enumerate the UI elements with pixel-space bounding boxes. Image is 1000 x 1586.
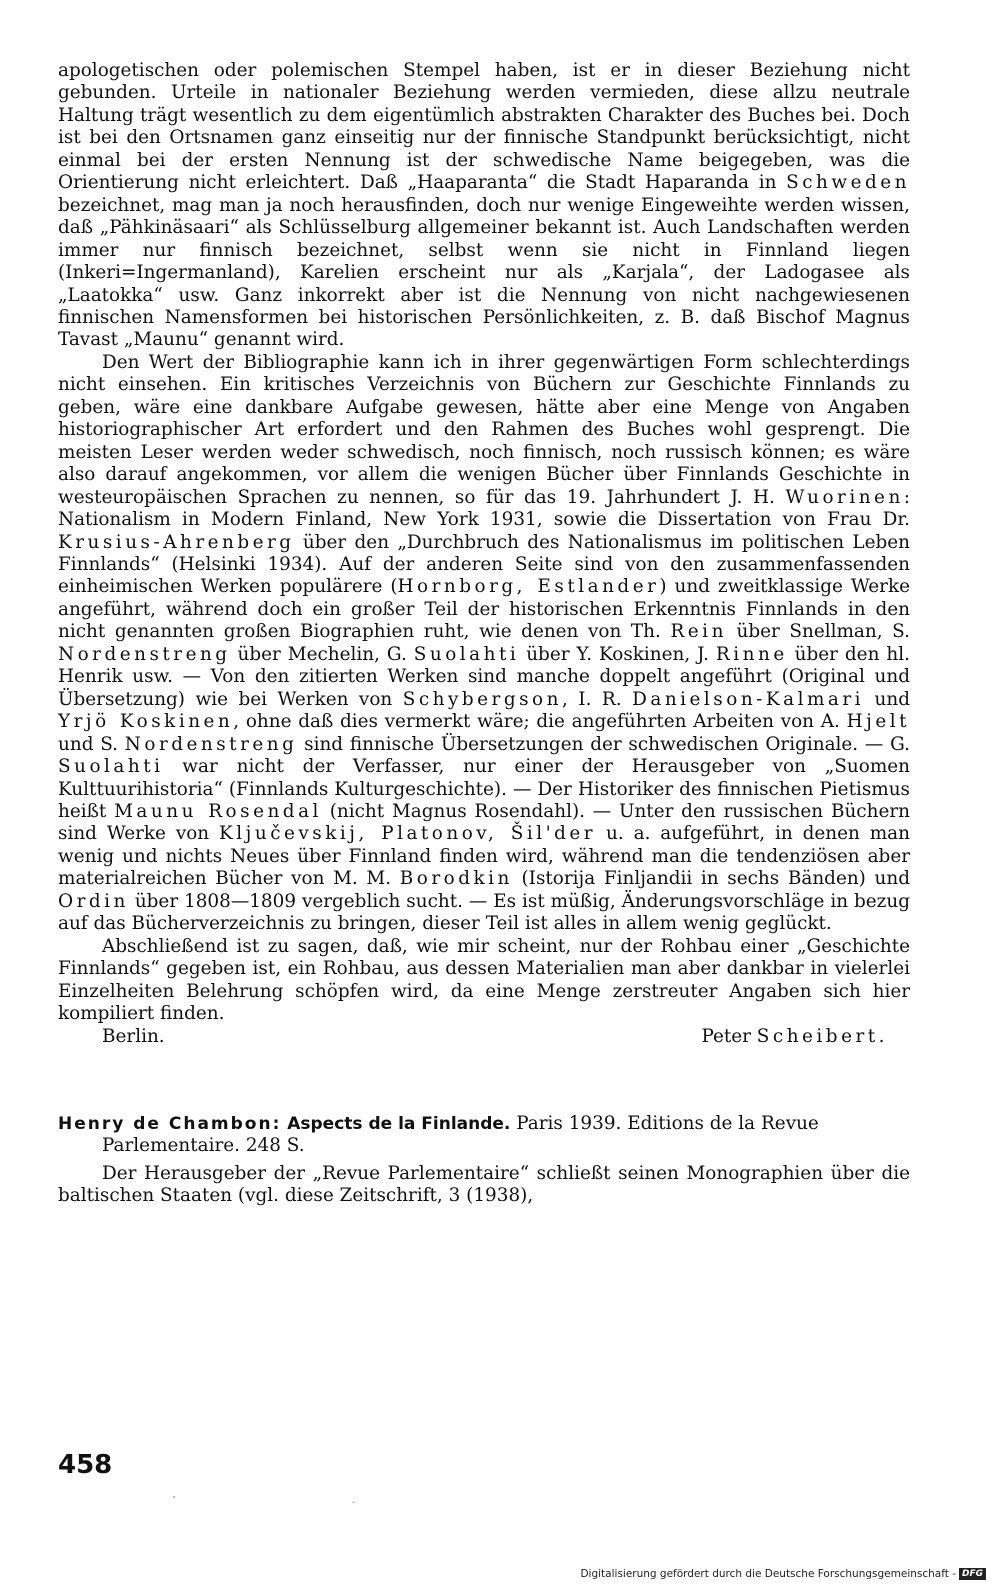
scan-speck: · (172, 1490, 177, 1506)
review-author: Henry de Chambon: (58, 1113, 282, 1134)
digitization-footer (580, 1568, 986, 1580)
paragraph-2: Den Wert der Bibliographie kann ich in ihrer gegenwärtigen Form schlechterdings nicht einsehen. Ein kritisches Verzeichnis von Büchern zur Geschichte Finnlands zu geben, wäre eine dankbare Aufgabe gewesen, hätte aber eine Menge von Angaben historiographischer Art erfordert und den Rahmen des Buches wohl gesprengt. Die meisten Leser werden weder schwedisch, noch finnisch, noch russisch können; es wäre also darauf angekommen, vor allem die wenigen Bücher über Finnlands Geschichte in westeuropäischen Sprachen zu nennen, so für das 19. Jahrhundert J. H. Wuorinen: Nationalism in Modern Finland, New York 1931, sowie die Dissertation von Frau Dr. Krusius-Ahrenberg über den „Durchbruch des Nationalismus im politischen Leben Finnlands“ (Helsinki 1934). Auf der anderen Seite sind von den zusammenfassenden einheimischen Werken populärere (Hornborg, Estlander) und zweitklassige Werke angeführt, während doch ein großer Teil der historischen Erkenntnis Finnlands in den nicht genannten großen Biographien ruht, wie denen von Th. Rein über Snellman, S. Nordenstreng über Mechelin, G. Suolahti über Y. Koskinen, J. Rinne über den hl. Henrik usw. — Von den zitierten Werken sind manche doppelt angeführt (Original und Übersetzung) wie bei Werken von Schybergson, I. R. Danielson-Kalmari und Yrjö Koskinen, ohne daß dies vermerkt wäre; die angeführten Arbeiten von A. Hjelt und S. Nordenstreng sind finnische Übersetzungen der schwedischen Originale. — G. Suolahti war nicht der Verfasser, nur einer der Herausgeber von „Suomen Kulttuurihistoria“ (Finnlands Kulturgeschichte). — Der Historiker des finnischen Pietismus heißt Maunu Rosendal (nicht Magnus Rosendahl). — Unter den russischen Büchern sind Werke von Ključevskij, Platonov, Šil'der u. a. aufgeführt, in denen man wenig und nichts Neues über Finnland finden wird, während man die tendenziösen aber materialreichen Bücher von M. M. Borodkin (Istorija Finljandii in sechs Bänden) und Ordin über 1808—1809 vergeblich sucht. — Es ist müßig, Änderungsvorschläge in bezug auf das Bücherverzeichnis zu bringen, dieser Teil ist alles in allem wenig geglückt. (58, 351, 911, 935)
review-details: Paris 1939. Editions de la Revue Parlementaire. 248 S. (102, 1112, 819, 1156)
scan-speck: ˙ (350, 1500, 357, 1516)
review-heading (58, 1113, 910, 1157)
page-number: 458 (58, 1450, 113, 1480)
signature-author: Peter Scheibert. (701, 1026, 888, 1048)
signature-line (58, 1026, 910, 1048)
dfg-logo-icon: DFG (959, 1568, 986, 1580)
review-body: Der Herausgeber der „Revue Parlementaire“ schließt seinen Monographien über die baltischen Staaten (vgl. diese Zeitschrift, 3 (1938), (58, 1162, 910, 1207)
paragraph-3: Abschließend ist zu sagen, daß, wie mir scheint, nur der Rohbau einer „Geschichte Finnlands“ gegeben ist, ein Rohbau, aus dessen Materialien man aber dankbar in vielerlei Einzelheiten Belehrung schöpfen wird, da eine Menge zerstreuter Angaben sich hier kompiliert finden. (58, 935, 910, 1025)
footer-text: Digitalisierung gefördert durch die Deutsche Forschungsgemeinschaft - (580, 1568, 956, 1580)
page-content (58, 60, 910, 1208)
review-title: Aspects de la Finlande. (287, 1113, 511, 1134)
signature-place: Berlin. (102, 1026, 165, 1048)
paragraph-1: apologetischen oder polemischen Stempel haben, ist er in dieser Beziehung nicht gebunden. Urteile in nationaler Beziehung werden vermieden, diese allzu neutrale Haltung trägt wesentlich zu dem eigentümlich abstrakten Charakter des Buches bei. Doch ist bei den Ortsnamen ganz einseitig nur der finnische Standpunkt berücksichtigt, nicht einmal bei der ersten Nennung ist der schwedische Name beigegeben, was die Orientierung nicht erleichtert. Daß „Haaparanta“ die Stadt Haparanda in Schweden bezeichnet, mag man ja noch herausfinden, doch nur wenige Eingeweihte werden wissen, daß „Pähkinäsaari“ als Schlüsselburg allgemeiner bekannt ist. Auch Landschaften werden immer nur finnisch bezeichnet, selbst wenn sie nicht in Finnland liegen (Inkeri=Ingermanland), Karelien erscheint nur als „Karjala“, der Ladogasee als „Laatokka“ usw. Ganz inkorrekt aber ist die Nennung von nicht nachgewiesenen finnischen Namensformen bei historischen Persönlichkeiten, z. B. daß Bischof Magnus Tavast „Maunu“ genannt wird. (58, 60, 910, 351)
